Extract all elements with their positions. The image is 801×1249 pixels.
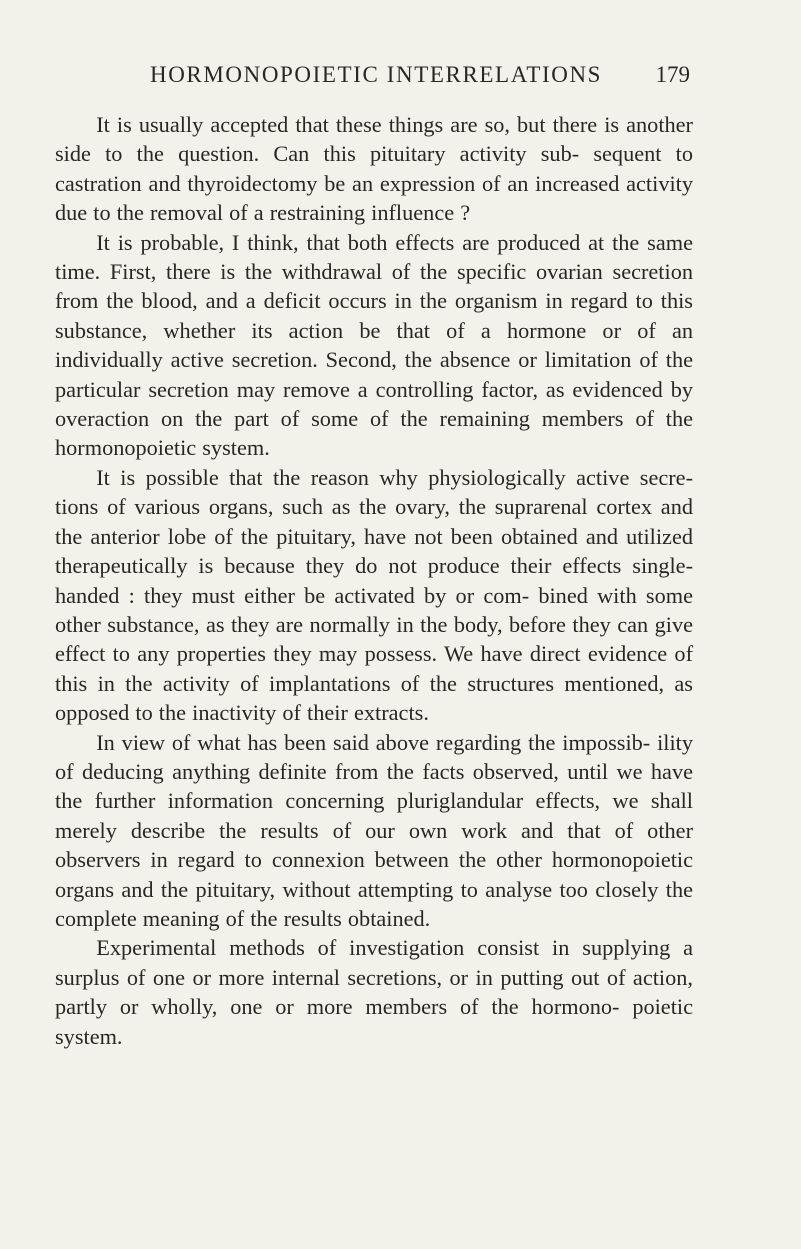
- running-head-title: HORMONOPOIETIC INTERRELATIONS: [150, 62, 603, 87]
- paragraph-4: In view of what has been said above regarding the impossib- ility of deducing anything definite from the facts observed, until we have the further information concerning pluriglandular effects, we shall merely describe the results of our own work and that of other observers in regard to connexion between the other hormonopoietic organs and the pituitary, without attempting to analyse too closely the complete meaning of the results obtained.: [55, 729, 693, 931]
- body-text: [55, 110, 693, 1051]
- paragraph-5: Experimental methods of investigation consist in supplying a surplus of one or more internal secretions, or in putting out of action, partly or wholly, one or more members of the hormono- poietic system.: [55, 935, 693, 1049]
- paragraph-1: It is usually accepted that these things are so, but there is another side to the question. Can this pituitary activity sub- sequent to castration and thyroidectomy be an expression of an increased activity due to the removal of a restraining influence ?: [55, 112, 693, 226]
- running-head: [150, 62, 690, 96]
- paragraph-3: It is possible that the reason why physiologically active secre- tions of various organs, such as the ovary, the suprarenal cortex and the anterior lobe of the pituitary, have not been obtained and utilized therapeutically is because they do not produce their effects single-handed : they must either be activated by or com- bined with some other substance, as they are normally in the body, before they can give effect to any properties they may possess. We have direct evidence of this in the activity of implantations of the structures mentioned, as opposed to the inactivity of their extracts.: [55, 464, 693, 726]
- page-number: 179: [655, 62, 690, 87]
- paragraph-2: It is probable, I think, that both effects are produced at the same time. First, there is the withdrawal of the specific ovarian secretion from the blood, and a deficit occurs in the organism in regard to this substance, whether its action be that of a hormone or of an individually active secretion. Second, the absence or limitation of the particular secretion may remove a controlling factor, as evidenced by overaction on the part of some of the remaining members of the hormonopoietic system.: [55, 229, 693, 461]
